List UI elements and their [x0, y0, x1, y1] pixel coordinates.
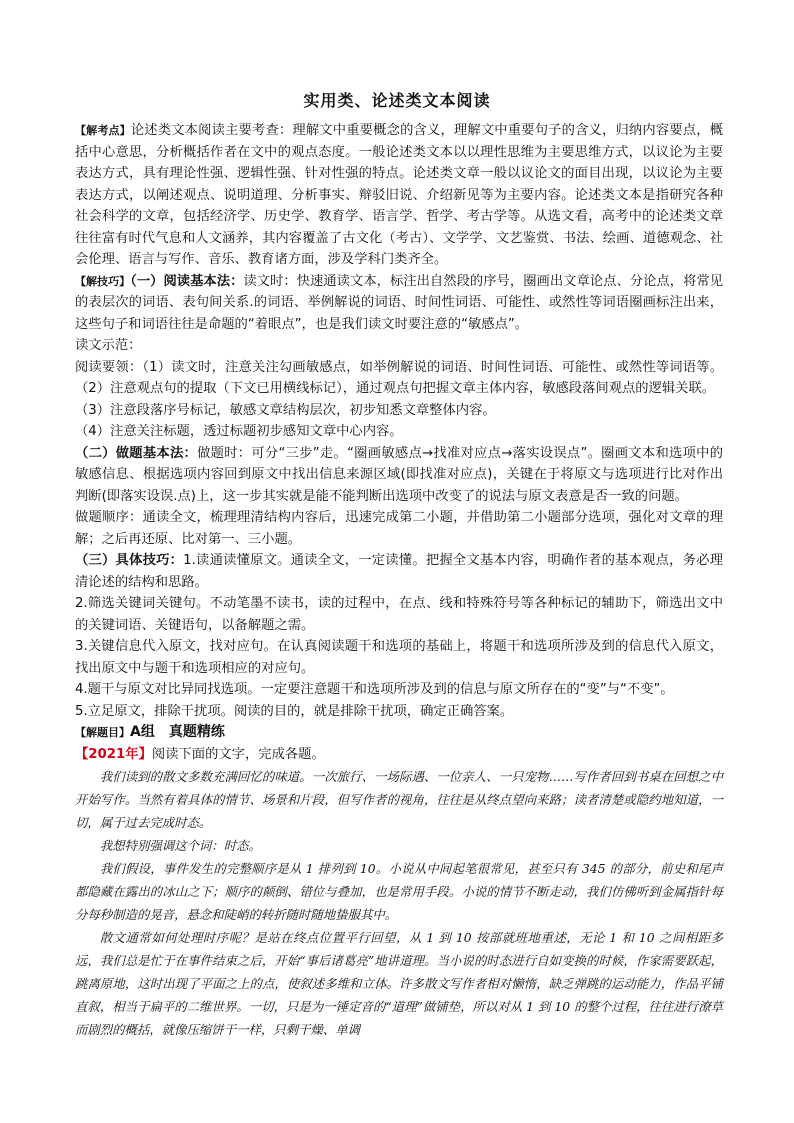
- group-heading: A组 真题精练: [130, 724, 225, 740]
- timu-heading: [75, 722, 723, 744]
- reading-method-heading: （一）阅读基本法：: [130, 273, 244, 289]
- kaodian-paragraph: [75, 120, 723, 271]
- passage-paragraph-2: 我想特别强调这个词：时态。: [99, 838, 261, 853]
- jiqiao-paragraph: [75, 271, 723, 336]
- answering-order: 做题顺序：通读全文，梳理理清结构内容后，迅速完成第二小题，并借助第二小题部分选项，强化对文章的理解；之后再还原、比对第一、三小题。: [75, 510, 723, 547]
- answering-method-heading: （二）做题基本法：: [75, 445, 198, 461]
- reading-method-text: 读文时：快速通读文本，标注出自然段的序号，圈画出文章论点、分论点，将常见的表层次的词语、表句间关系.的词语、举例解说的词语、时间性词语、可能性、或然性等词语圈画标注出来，这些句子和词语往往是命题的“着眼点”，也是我们读文时要注意的“敏感点”。: [75, 273, 724, 332]
- demo-point-1: 阅读要领：（1）读文时，注意关注勾画敏感点，如举例解说的词语、时间性词语、可能性、或然性等词语等。（2）注意观点句的提取（下文已用横线标记），通过观点句把握文章主体内容，敏感段落间观点的逻辑关联。: [75, 359, 723, 396]
- tip-5: 5.立足原文，排除干扰项。阅读的目的，就是排除干扰项，确定正确答案。: [75, 703, 514, 719]
- passage-paragraph-1: 我们读到的散文多数充满回忆的味道。一次旅行、一场际遇、一位亲人、一只宠物……写作者回到书桌在回想之中开始写作。当然有着具体的情节、场景和片段，但写作者的视角，往往是从终点望向来路；读者清楚或隐约地知道，一切，属于过去完成时态。: [75, 769, 723, 830]
- specific-tips-heading: （三）具体技巧：: [75, 553, 184, 568]
- passage-paragraph-3: 我们假设，事件发生的完整顺序是从 1 排列到 10。小说从中间起笔很常见，甚至只有 345 的部分，前史和尾声都隐藏在露出的冰山之下；顺序的颠倒、错位与叠加，也是常用手段。小说的情节不断走动，我们仿佛听到金属指针每分每秒制造的晃音，悬念和陡峭的转折随时随地蛰服其中。: [75, 861, 723, 922]
- instruction-text: 阅读下面的文字，完成各题。: [151, 746, 325, 762]
- demo-point-4: （4）注意关注标题，透过标题初步感知文章中心内容。: [75, 424, 403, 439]
- timu-tag: 【解题目】: [75, 726, 130, 739]
- passage-paragraph-4: 散文通常如何处理时序呢？是站在终点位置平行回望，从 1 到 10 按部就班地重述，无论 1 和 10 之间相距多远，我们总是忙于在事件结束之后，开始“事后诸葛亮”地讲道理。当小说的时态进行自如变换的时候，作家需要跃起，跳离原地，这时出现了平面之上的点，使叙述多维和立体。许多散文写作者相对懒惰，缺乏弹跳的运动能力，作品平铺直叙，相当于扁平的二维世界。一切，只是为一锤定音的“道理”做铺垫，所以对从 1 到 10 的整个过程，往往进行潦草而剧烈的概括，就像压缩饼干一样，只剩干燥、单调: [75, 930, 723, 1037]
- kaodian-text: 论述类文本阅读主要考查：理解文中重要概念的含义，理解文中重要句子的含义，归纳内容要点，概括中心意思，分析概括作者在文中的观点态度。一般论述类文本以以理性思维为主要思维方式，以议论为主要表达方式，具有理论性强、逻辑性强、针对性强的特点。论述类文章一般以议论文的面目出现，以议论为主要表达方式，以阐述观点、说明道理、分析事实、辩驳旧说、介绍新见等为主要内容。论述类文本是指研究各种社会科学的文章，包括经济学、历史学、教育学、语言学、哲学、考古学等。从选文看，高考中的论述类文章往往富有时代气息和人文涵养，其内容覆盖了古文化（考古）、文学学、文艺鉴赏、书法、绘画、道德观念、社会伦理、语言与写作、音乐、教育诸方面，涉及学科门类齐全。: [75, 123, 723, 267]
- year-label: 【2021年】: [75, 746, 152, 762]
- question-intro: [75, 744, 723, 766]
- answering-method-text: 做题时：可分“三步”走。“圈画敏感点→找准对应点→落实设误点”。圈画文本和选项中的敏感信息、根据选项内容回到原文中找出信息来源区域(即找准对应点)，关键在于将原文与选项进行比对作出判断(即落实设误.点)上，这一步其实就是能不能判断出选项中改变了的说法与原文表意是否一致的问题。: [75, 445, 723, 504]
- tip-1: 1.读通读懂原文。通读全文，一定读懂。把握全文基本内容，明确作者的基本观点，务必理清论述的结构和思路。: [75, 553, 724, 590]
- tip-3: 3.关键信息代入原文，找对应句。在认真阅读题干和选项的基础上，将题干和选项所涉及到的信息代入原文，找出原文中与题干和选项相应的对应句。: [75, 639, 723, 676]
- answering-method-paragraph: [75, 443, 723, 508]
- tip-2: 2.筛选关键词关键句。不动笔墨不读书，读的过程中，在点、线和特殊符号等各种标记的辅助下，筛选出文中的关键词语、关键语句，以备解题之需。: [75, 596, 723, 633]
- tip-4: 4.题干与原文对比异同找选项。一定要注意题干和选项所涉及到的信息与原文所存在的“变”与“不变”。: [75, 682, 674, 697]
- reading-passage: [75, 765, 723, 1041]
- document-body: [75, 120, 723, 1041]
- specific-tips-paragraph: [75, 550, 723, 593]
- page-title: 实用类、论述类文本阅读: [303, 91, 491, 110]
- kaodian-tag: 【解考点】: [75, 124, 131, 137]
- jiqiao-tag: 【解技巧】: [75, 274, 131, 288]
- demo-point-3: （3）注意段落序号标记，敏感文章结构层次，初步知悉文章整体内容。: [75, 402, 496, 418]
- demo-label: 读文示范：: [75, 338, 142, 353]
